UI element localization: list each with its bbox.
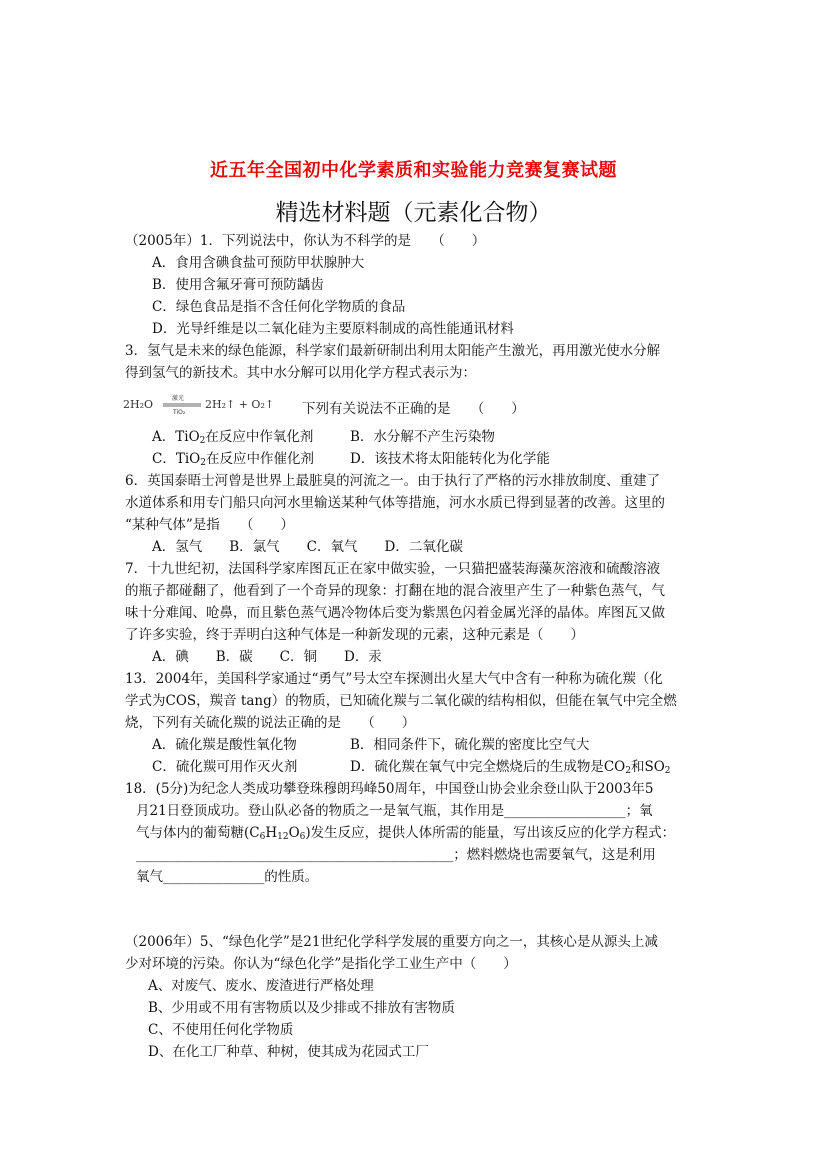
q2006-option-d: D、在化工厂种草、种树，使其成为花园式工厂 — [148, 1044, 429, 1060]
q3-option-a-post: 在反应中作氧化剂 — [205, 429, 314, 445]
page-subtitle: 精选材料题（元素化合物） — [275, 200, 552, 226]
q13-option-d-pre: D．硫化羰在氧气中完全燃烧后的生成物是CO — [350, 759, 626, 775]
q13-line3: 烧，下列有关硫化羰的说法正确的是 （ ） — [125, 715, 416, 731]
q18-sub-c: 6 — [259, 832, 266, 842]
q13-option-b: B．相同条件下，硫化羰的密度比空气大 — [350, 737, 590, 753]
q3-option-c — [152, 451, 314, 467]
q1-option-b: B．使用含氟牙膏可预防龋齿 — [152, 277, 324, 293]
q18-line4: _______________________________________________；燃料燃烧也需要氧气，这是利用 — [136, 847, 656, 863]
q2006-line1: （2006年）5、“绿色化学”是21世纪化学科学发展的重要方向之一，其核心是从源头上减 — [125, 934, 658, 950]
equation-reactant: 2H₂O — [123, 398, 154, 411]
equation-products: 2H₂↑ + O₂↑ — [205, 398, 275, 411]
q3-option-c-post: 在反应中作催化剂 — [205, 451, 314, 467]
q18-line5: 氧气_______________的性质。 — [136, 869, 319, 885]
q3-stem-line2: 得到氢气的新技术。其中水分解可以用化学方程式表示为： — [125, 365, 476, 381]
q3-tail: 下列有关说法不正确的是 （ ） — [302, 401, 525, 417]
q18-line1: 18．(5分)为纪念人类成功攀登珠穆朗玛峰50周年，中国登山协会业余登山队于2003年5 — [125, 781, 654, 797]
q7-line3: 味十分难闻、呛鼻，而且紫色蒸气遇冷物体后变为紫黑色闪着金属光泽的晶体。库图瓦又做 — [125, 605, 665, 621]
q2006-line2: 少对环境的污染。你认为“绿色化学”是指化学工业生产中（ ） — [125, 956, 517, 972]
q2006-option-a: A、对废气、废水、废渣进行严格处理 — [148, 978, 374, 994]
q13-line2: 学式为COS，羰音 tang）的物质，已知硫化羰与二氧化碳的结构相似，但能在氧气中完全燃 — [125, 693, 677, 709]
q6-line3: “某种气体”是指 （ ） — [125, 517, 295, 533]
q1-option-a: A．食用含碘食盐可预防甲状腺肿大 — [152, 255, 365, 271]
equation-condition-above: 激光 — [172, 395, 185, 402]
q3-stem-line1: 3．氢气是未来的绿色能源，科学家们最新研制出利用太阳能产生激光，再用激光使水分解 — [125, 343, 661, 359]
equation-condition-below: TiO₂ — [173, 409, 186, 416]
q2006-option-b: B、少用或不用有害物质以及少排或不排放有害物质 — [148, 1000, 455, 1016]
q3-option-b: B．水分解不产生污染物 — [350, 429, 495, 445]
q13-option-d-sub1: 2 — [625, 766, 631, 776]
q7-options: A．碘 B．碳 C．铜 D．汞 — [152, 649, 382, 665]
q13-line1: 13．2004年，美国科学家通过“勇气”号太空车探测出火星大气中含有一种称为硫化羰（化 — [125, 671, 663, 687]
q13-option-d-sub2: 2 — [664, 766, 671, 776]
q3-option-c-pre: C．TiO — [152, 451, 201, 467]
q1-stem: （2005年）1．下列说法中，你认为不科学的是 （ ） — [125, 233, 486, 249]
q6-options: A．氢气 B．氯气 C．氧气 D．二氧化碳 — [152, 539, 463, 555]
q13-option-d — [350, 759, 671, 775]
q3-option-c-sub: 2 — [200, 458, 206, 468]
q18-line3-pre: 气与体内的葡萄糖(C — [136, 825, 260, 841]
q13-option-c: C．硫化羰可用作灭火剂 — [152, 759, 298, 775]
q3-option-a-pre: A．TiO — [152, 429, 200, 445]
q7-line2: 的瓶子都碰翻了，他看到了一个奇异的现象：打翻在地的混合液里产生了一种紫色蒸气，气 — [125, 583, 665, 599]
q7-line4: 了许多实验，终于弄明白这种气体是一种新发现的元素，这种元素是（ ） — [125, 627, 584, 643]
q3-equation — [123, 392, 293, 418]
q18-line2: 月21日登顶成功。登山队必备的物质之一是氧气瓶，其作用是__________________；氧 — [136, 803, 653, 819]
q13-option-d-mid: 和SO — [630, 759, 665, 775]
q7-line1: 7．十九世纪初，法国科学家库图瓦正在家中做实验，一只猫把盛装海藻灰溶液和硫酸溶液 — [125, 561, 661, 577]
q18-sub-o: 6 — [299, 832, 306, 842]
q2006-option-c: C、不使用任何化学物质 — [148, 1022, 294, 1038]
page-title: 近五年全国初中化学素质和实验能力竞赛复赛试题 — [210, 160, 617, 181]
q18-line3 — [136, 825, 675, 841]
q6-line1: 6．英国泰晤士河曾是世界上最脏臭的河流之一。由于执行了严格的污水排放制度、重建了 — [125, 473, 661, 489]
q18-h: H — [265, 825, 278, 841]
q3-option-a — [152, 429, 313, 445]
q18-line3-post: )发生反应，提供人体所需的能量，写出该反应的化学方程式： — [305, 825, 676, 841]
q18-o: O — [288, 825, 300, 841]
q13-option-a: A．硫化羰是酸性氧化物 — [152, 737, 297, 753]
q3-option-d: D．该技术将太阳能转化为化学能 — [350, 451, 550, 467]
q3-option-a-sub: 2 — [199, 436, 206, 446]
q6-line2: 水道体系和用专门船只向河水里输送某种气体等措施，河水水质已得到显著的改善。这里的 — [125, 495, 665, 511]
q1-option-d: D．光导纤维是以二氧化硅为主要原料制成的高性能通讯材料 — [152, 321, 514, 337]
q1-option-c: C．绿色食品是指不含任何化学物质的食品 — [152, 299, 406, 315]
q18-sub-h: 12 — [277, 832, 289, 842]
